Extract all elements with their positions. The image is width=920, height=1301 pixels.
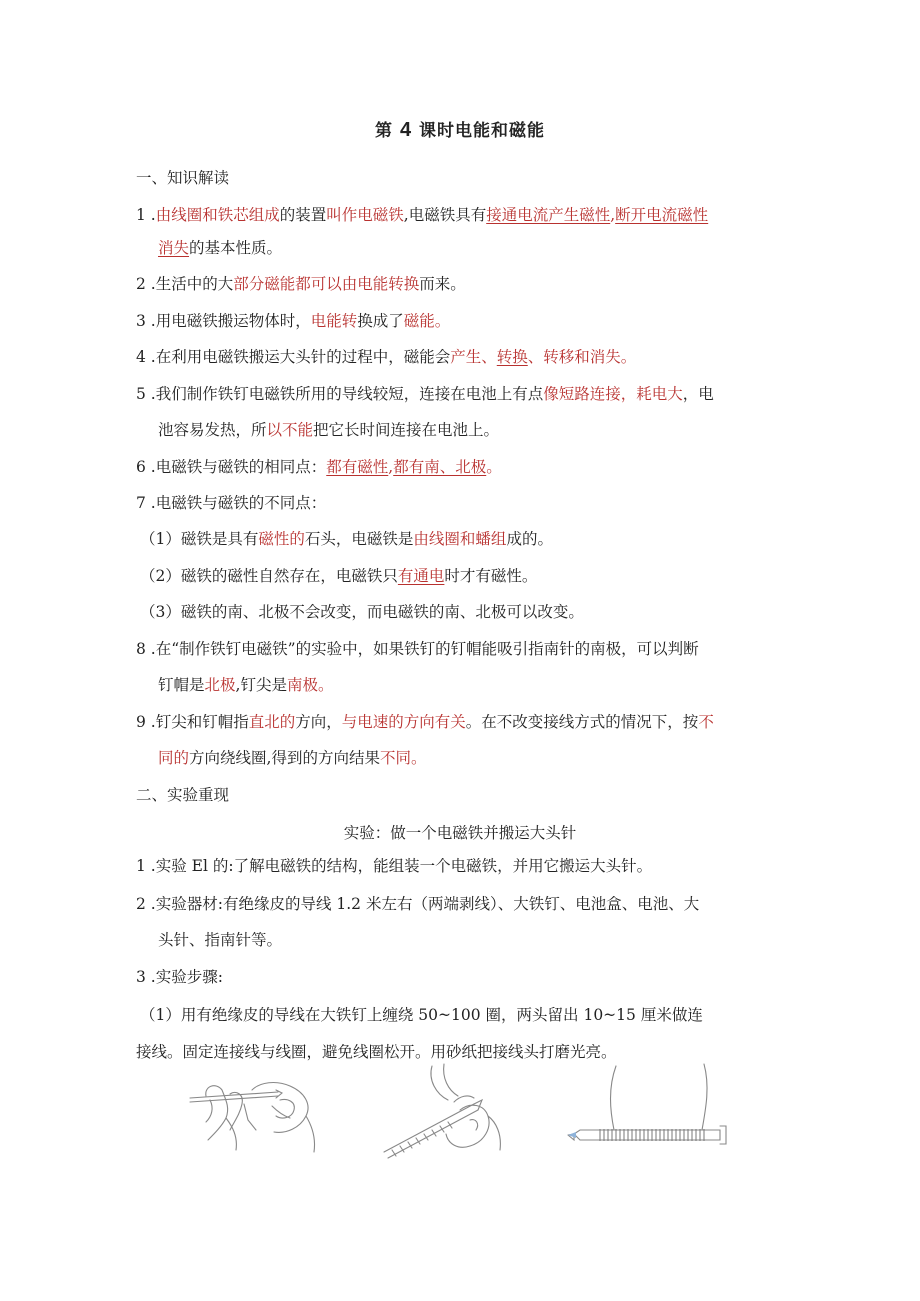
experiment-illustrations: [180, 1060, 750, 1170]
exp-item-3-1-cont: 接线。固定连接线与线圈，避免线圈松开。用砂纸把接线头打磨光亮。: [136, 1043, 617, 1061]
exp-item-3: 3 .实验步骤:: [136, 968, 223, 986]
item-5-cont: 池容易发热，所以不能把它长时间连接在电池上。: [158, 421, 500, 439]
page-title: 第 4 课时电能和磁能: [375, 119, 545, 141]
exp-item-3-1: （1）用有绝缘皮的导线在大铁钉上缠绕 50~100 圈，两头留出 10~15 厘米做连: [140, 1006, 703, 1024]
item-8-cont: 钉帽是北极,钉尖是南极。: [158, 676, 334, 694]
item-7: 7 .电磁铁与磁铁的不同点：: [136, 494, 327, 512]
item-6: 6 .电磁铁与磁铁的相同点：都有磁性,都有南、北极。: [136, 458, 502, 476]
section-heading-experiment: 二、实验重现: [136, 786, 230, 804]
item-9-cont: 同的方向绕线圈,得到的方向结果不同。: [158, 749, 427, 767]
exp-item-1: 1 .实验 El 的:了解电磁铁的结构，能组装一个电磁铁，并用它搬运大头针。: [136, 857, 653, 875]
hands-wrapping-wire-icon: [186, 1060, 326, 1160]
item-9: 9 .钉尖和钉帽指直北的方向，与电速的方向有关。在不改变接线方式的情况下，按不: [136, 713, 714, 731]
item-7-1: （1）磁铁是具有磁性的石头，电磁铁是由线圈和蟠组成的。: [140, 530, 553, 548]
item-1: 1 .由线圈和铁芯组成的装置叫作电磁铁,电磁铁具有接通电流产生磁性,断开电流磁性: [136, 206, 709, 224]
item-1-cont: 消失的基本性质。: [158, 239, 283, 257]
item-8: 8 .在“制作铁钉电磁铁”的实验中，如果铁钉的钉帽能吸引指南针的南极，可以判断: [136, 640, 699, 658]
item-2: 2 .生活中的大部分磁能都可以由电能转换而来。: [136, 275, 466, 293]
item-5: 5 .我们制作铁钉电磁铁所用的导线较短，连接在电池上有点像短路连接，耗电大，电: [136, 385, 714, 403]
experiment-title: 实验：做一个电磁铁并搬运大头针: [343, 824, 577, 842]
exp-item-2-cont: 头针、指南针等。: [158, 931, 283, 949]
item-3: 3 .用电磁铁搬运物体时，电能转换成了磁能。: [136, 312, 451, 330]
item-4: 4 .在利用电磁铁搬运大头针的过程中，磁能会产生、转换、转移和消失。: [136, 348, 637, 366]
section-heading-knowledge: 一、知识解读: [136, 169, 230, 187]
exp-item-2: 2 .实验器材:有绝缘皮的导线 1.2 米左右（两端剥线）、大铁钉、电池盒、电池、大: [136, 895, 700, 913]
item-7-2: （2）磁铁的磁性自然存在，电磁铁只有通电时才有磁性。: [140, 567, 538, 585]
hand-holding-coiled-nail-icon: [378, 1060, 508, 1165]
item-7-3: （3）磁铁的南、北极不会改变，而电磁铁的南、北极可以改变。: [140, 603, 584, 621]
finished-electromagnet-nail-icon: [560, 1060, 740, 1165]
